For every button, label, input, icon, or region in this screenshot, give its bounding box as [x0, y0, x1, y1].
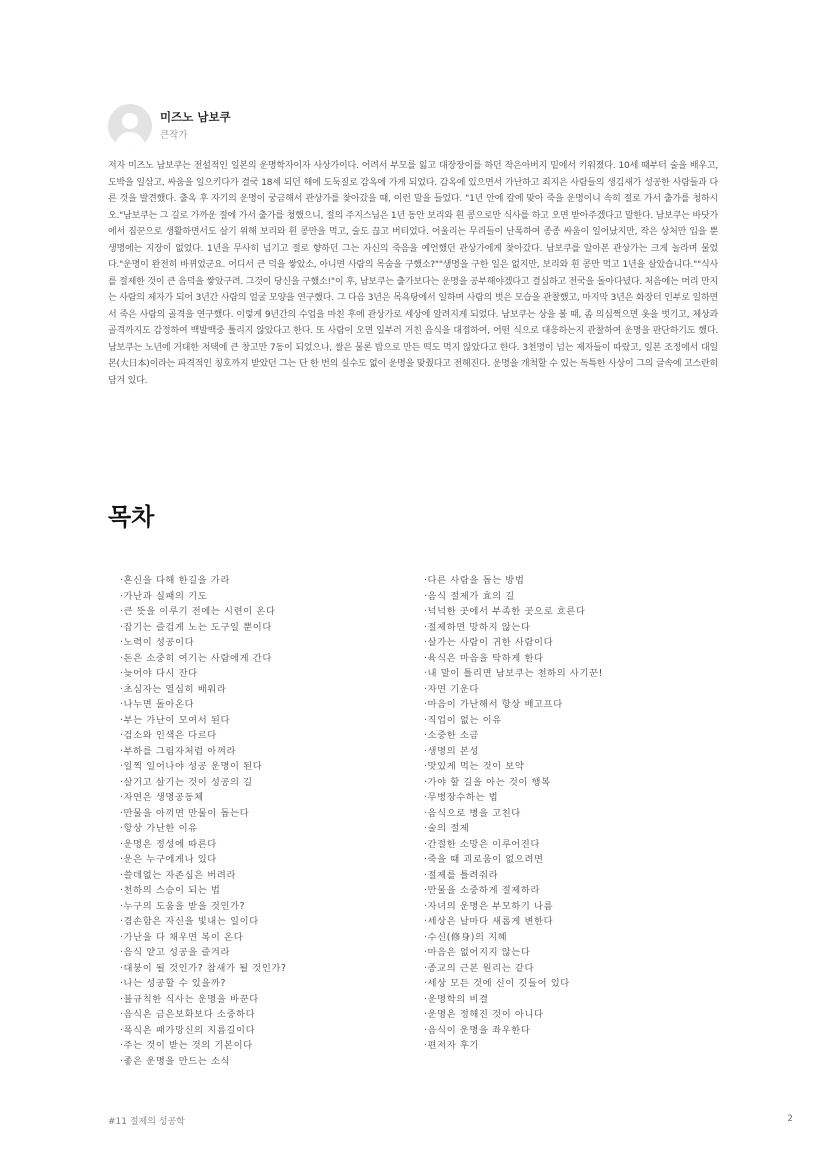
- toc-item: ·편저자 후기: [424, 1040, 480, 1051]
- toc-item: ·다른 사람을 돕는 방법: [424, 575, 525, 586]
- toc-item: ·살기고 살기는 것이 성공의 길: [120, 776, 253, 788]
- avatar-body: [115, 132, 145, 148]
- toc-item: ·마음이 가난해서 항상 배고프다: [424, 699, 563, 710]
- toc-item: ·음식이 운명을 좌우한다: [424, 1024, 531, 1036]
- toc-item: ·자녀의 운명은 부모하기 나름: [424, 900, 554, 912]
- toc-item: ·살가는 사람이 귀한 사람이다: [424, 637, 554, 648]
- toc-item: ·음식으로 병을 고친다: [424, 807, 521, 819]
- toc-item: ·불규칙한 식사는 운명을 바꾼다: [120, 993, 259, 1005]
- toc-item: ·수신(修身)의 지혜: [424, 931, 508, 943]
- toc-item: ·운명학의 비결: [424, 993, 489, 1005]
- toc-item: ·항상 가난한 이유: [120, 823, 198, 834]
- toc-item: ·종교의 근본 원리는 같다: [424, 962, 535, 974]
- toc-item: ·돈은 소중히 여기는 사람에게 간다: [120, 652, 272, 664]
- toc-item: ·운은 누구에게나 있다: [120, 854, 217, 865]
- author-role: 큰작가: [160, 129, 188, 141]
- toc-item: ·무병장수하는 법: [424, 792, 499, 803]
- toc-item: ·늦어야 다시 잔다: [120, 668, 198, 679]
- toc-title: 목차: [108, 503, 155, 531]
- toc-item: ·큰 뜻을 이루기 전에는 시련이 온다: [120, 606, 276, 617]
- toc-item: ·세상은 날마다 새롭게 변한다: [424, 916, 554, 927]
- toc-item: ·겸손함은 자신을 빛내는 일이다: [120, 916, 259, 927]
- toc-item: ·운명은 정성에 따른다: [120, 838, 217, 850]
- author-name: 미즈노 남보쿠: [160, 109, 231, 124]
- toc-item: ·세상 모든 것에 신이 깃들어 있다: [424, 978, 570, 989]
- toc-item: ·검소와 인색은 다르다: [120, 730, 217, 741]
- toc-item: ·가야 할 길을 아는 것이 행복: [424, 776, 551, 788]
- toc-item: ·자면 기운다: [424, 683, 480, 695]
- toc-item: ·음식 얕고 성공을 즐겨라: [120, 947, 231, 958]
- toc-item: ·소중한 소금: [424, 730, 480, 741]
- toc-item: ·쓸데없는 자존심은 버려라: [120, 869, 237, 881]
- toc-item: ·나는 성공할 수 있을까?: [120, 978, 226, 989]
- toc-item: ·술의 절제: [424, 823, 470, 834]
- toc-item: ·일찍 일어나야 성공 운명이 된다: [120, 761, 263, 772]
- toc-item: ·만물을 소중하게 절제하라: [424, 885, 541, 896]
- toc-item: ·넉넉한 곳에서 부족한 곳으로 흐른다: [424, 606, 586, 617]
- toc-item: ·음식은 금은보화보다 소중하다: [120, 1009, 256, 1020]
- toc-item: ·죽을 때 괴로움이 없으려면: [424, 854, 544, 865]
- toc-item: ·육식은 마음을 탁하게 한다: [424, 652, 544, 664]
- toc-item: ·맛있게 먹는 것이 보약: [424, 761, 525, 772]
- avatar: [108, 104, 152, 148]
- author-block: [108, 104, 231, 148]
- toc-item: ·좋은 운명을 만드는 소식: [120, 1055, 231, 1067]
- toc-item: ·노력이 성공이다: [120, 637, 195, 648]
- toc-item: ·가난과 실패의 기도: [120, 590, 208, 602]
- toc-item: ·만물을 아끼면 만물이 돕는다: [120, 807, 250, 819]
- toc-item: ·부는 가난이 모여서 된다: [120, 714, 231, 726]
- toc-item: ·절제하면 망하지 않는다: [424, 621, 531, 633]
- toc-item: ·천하의 스승이 되는 법: [120, 885, 221, 896]
- page-number: 2: [787, 1114, 793, 1124]
- toc-item: ·운명은 정해진 것이 아니다: [424, 1009, 544, 1020]
- toc-column-right: [424, 573, 714, 1054]
- footer-series-title: #11 절제의 성공학: [108, 1117, 185, 1127]
- toc-item: ·자연은 생명공동체: [120, 792, 204, 803]
- toc-item: ·생명의 본성: [424, 745, 480, 757]
- toc-item: ·폭식은 패가망신의 지름길이다: [120, 1024, 256, 1036]
- toc-item: ·초심자는 열심히 배워라: [120, 683, 227, 695]
- toc-item: ·가난을 다 채우면 복이 온다: [120, 931, 244, 943]
- toc-item: ·마음은 없어지지 않는다: [424, 947, 531, 958]
- toc-item: ·잡기는 즐겁게 노는 도구일 뿐이다: [120, 621, 272, 633]
- avatar-head: [122, 113, 138, 129]
- toc-item: ·대붕이 될 것인가? 참새가 될 것인가?: [120, 962, 287, 974]
- toc-item: ·나누면 돌아온다: [120, 699, 195, 710]
- author-bio: 저자 미즈노 남보쿠는 전설적인 일본의 운명학자이자 사상가이다. 어려서 부모를 잃고 대장장이를 하던 작은아버지 밑에서 키워졌다. 10세 때부터 술을 배우고, 도박을 일삼고, 싸움을 일으키다가 결국 18세 되던 해에 도둑질로 감옥에 가게 되었다. 감옥에 있으면서 가난하고 죄지은 사람들의 생김새가 성공한 사람들과 다른 것을 발견했다. 출옥 후 자기의 운명이 궁금해서 관상가를 찾아갔을 때, 이런 말을 들었다. "1년 안에 칼에 맞아 죽을 운명이니 속히 절로 가서 출가를 청하시오."남보쿠는 그 길로 가까운 절에 가서 출가를 청했으니, 절의 주지스님은 1년 동안 보리와 흰 콩으로만 식사를 하고 오면 받아주겠다고 말한다. 남보쿠는 바닷가에서 짐꾼으로 생활하면서도 살기 위해 보리와 흰 콩만을 먹고, 술도 끊고 버티었다. 어울리는 무리들이 난폭하여 종종 싸움이 일어났지만, 작은 상처만 입을 뿐 생명에는 지장이 없었다. 1년을 무사히 넘기고 절로 향하던 그는 자신의 죽음을 예언했던 관상가에게 찾아갔다. 남보쿠를 알아본 관상가는 크게 놀라며 물었다."운명이 완전히 바뀌었군요. 어디서 큰 덕을 쌓았소, 아니면 사람의 목숨을 구했소?""생명을 구한 일은 없지만, 보리와 흰 콩만 먹고 1년을 살았습니다.""식사를 절제한 것이 큰 음덕을 쌓았구려. 그것이 당신을 구했소!"이 후, 남보쿠는 출가보다는 운명을 공부해야겠다고 결심하고 전국을 돌아다녔다. 처음에는 머리 만지는 사람의 제자가 되어 3년간 사람의 얼굴 모양을 연구했다. 그 다음 3년은 목욕탕에서 일하며 사람의 벗은 모습을 관찰했고, 마지막 3년은 화장터 인부로 일하면서 죽은 사람의 골격을 연구했다. 이렇게 9년간의 수업을 마친 후에 관상가로 세상에 알려지게 되었다. 남보쿠는 상을 볼 때, 좀 의심쩍으면 옷을 벗기고, 체상과 골격까지도 감정하여 백발백중 틀리지 않았다고 한다. 또 사람이 오면 일부러 거친 음식을 대접하여, 어떤 식으로 대응하는지 관찰하여 운명을 판단하기도 했다. 남보쿠는 노년에 거대한 저택에 큰 창고만 7동이 되었으나, 쌀은 물론 밥으로 만든 떡도 먹지 않았다고 한다. 3천명이 넘는 제자들이 따랐고, 일본 조정에서 대일본(大日本)이라는 파격적인 칭호까지 받았던 그는 단 한 번의 실수도 없이 운명을 맞췄다고 전해진다. 운명을 개척할 수 있는 독특한 사상이 그의 글속에 고스란히 담겨 있다.: [108, 161, 718, 386]
- toc-item: ·직업이 없는 이유: [424, 714, 502, 726]
- toc-item: ·음식 절제가 효의 길: [424, 590, 515, 602]
- toc-column-left: [120, 573, 410, 1069]
- toc-item: ·혼신을 다해 한길을 가라: [120, 575, 231, 586]
- toc-item: ·절제를 틀려줘라: [424, 869, 499, 881]
- toc-item: ·주는 것이 받는 것의 기본이다: [120, 1040, 253, 1051]
- toc-item: ·누구의 도움을 받을 것인가?: [120, 900, 246, 912]
- toc-item: ·간절한 소망은 이루어진다: [424, 838, 541, 850]
- toc-item: ·부하를 그림자처럼 아껴라: [120, 745, 237, 757]
- toc-item: ·내 말이 틀리면 남보쿠는 천하의 사기꾼!: [424, 668, 603, 679]
- author-info: [160, 109, 231, 144]
